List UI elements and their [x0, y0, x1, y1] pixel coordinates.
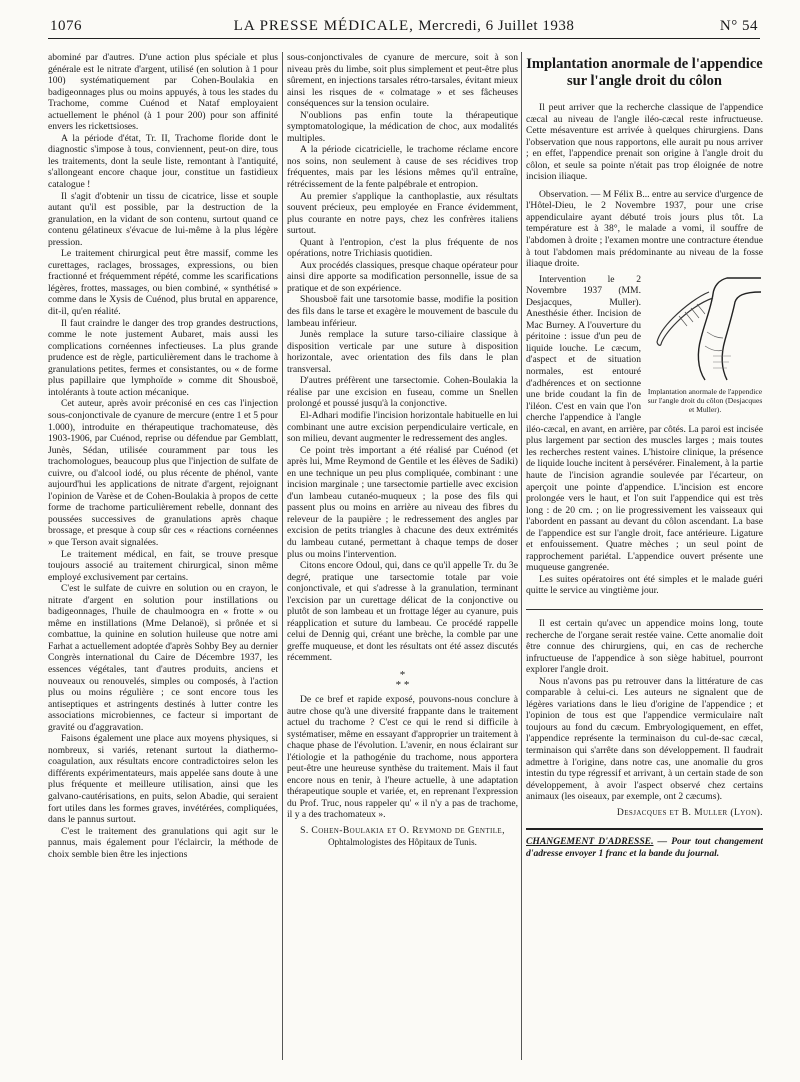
notice-text: — Pour tout changement d'adresse envoyer 1 franc et la bande du journal. — [526, 836, 763, 859]
column-2 — [287, 52, 518, 1064]
paragraph: Quant à l'entropion, c'est la plus fréquente de nos opérations, notre Trichiasis quotidien. — [287, 236, 518, 260]
figure-caption: Implantation anormale de l'appendice sur l'angle droit du côlon (Desjacques et Muller). — [647, 386, 763, 415]
paragraph: C'est le traitement des granulations qui agit sur le pannus, mais également pour l'éclaircir, la méthode de choix semble bien être les injections — [48, 825, 278, 860]
paragraph: sous-conjonctivales de cyanure de mercure, soit à son niveau près du limbe, soit plus simplement et peut-être plus sûrement, en injections tarsales rétro-tarsales, évitant mieux ainsi les risques de « colmatage » et ses fâcheuses conséquences sur la tension oculaire. — [287, 52, 518, 110]
paragraph: Junès remplace la suture tarso-ciliaire classique à disposition verticale par une suture à disposition horizontale, avec orientation des fils dans le plan transversal. — [287, 329, 518, 375]
page-number: 1076 — [50, 18, 82, 34]
column-divider-2 — [521, 52, 522, 1060]
paragraph: Les suites opératoires ont été simples et le malade guéri quitte le service au vingtième jour. — [526, 573, 763, 597]
paragraph: A la période cicatricielle, le trachome réclame encore nos soins, non seulement à cause de ses récidives trop fréquentes, mais par les lésions mêmes qu'il entraîne, rétrécissement de la fente palpébrale et entropion. — [287, 144, 518, 191]
colon-appendix-drawing — [647, 272, 763, 384]
article-signature-affiliation: Ophtalmologistes des Hôpitaux de Tunis. — [328, 836, 477, 847]
article-title-line: Implantation anormale de l'appendice — [526, 56, 763, 72]
article-signature: Desjacques et B. Muller (Lyon). — [616, 806, 763, 818]
paragraph: Nous n'avons pas pu retrouver dans la littérature de cas comparable à celui-ci. Les auteurs ne signalent que de légères variations dans le lieu d'origine de l'appendice ; et l'opinion de tous est que l'appendice vermiculaire naît toujours au fond du cæcum. Embryologiquement, en effet, l'appendice représente la terminaison du cul-de-sac cæcal, terminaison qui s'arrête dans son développement. Il faudrait admettre à l'origine, dans notre cas, une anomalie du gros intestin du type régressif et arrivant, à un certain stade de son développement, à avoir l'aspect observé chez certains animaux (les oiseaux, par exemple, ont 2 cæcums). — [526, 675, 763, 803]
paragraph: Cet auteur, après avoir préconisé en ces cas l'injection sous-conjonctivale de cyanure de mercure (entre 1 et 5 pour 1.000), introduite en thérapeutique trachomateuse, dès 1903-1906, par Cuénod, reprise ou défendue par Gemblatt, Junès, Sédan, utilisée couramment par tous les trachomologues, beaucoup plus que l'injection de sulfate de cuivre, ou d'alcool iodé, ou plus récente de phénol, vante aujourd'hui les applications de nitrate d'argent, rejoignant l'opinion de Varèse et de Cohen-Boulakia à propos de cette forme de trachome particulièrement rebelle, donnant des poussées successives de granulations après chaque brossage, et presque à coup sûr ces « réactions cornéennes » que Terson avait signalées. — [48, 398, 278, 548]
paragraph: N'oublions pas enfin toute la thérapeutique symptomatologique, la médication de choc, aux modalités multiples. — [287, 109, 518, 144]
column-divider-1 — [282, 52, 283, 1060]
paragraph: De ce bref et rapide exposé, pouvons-nous conclure à autre chose qu'à une diversité frappante dans le traitement actuel du trachome ? C'est ce qui le rend si difficile à systématiser, même en essayant d'approprier un traitement à chaque phase de l'évolution. L'avenir, en nous éclairant sur l'étiologie et la pathogénie du trachome, nous apportera peut-être une heureuse synthèse du traitement. Mais il faut encore nous en tenir, à l'heure actuelle, à une adaptation thérapeutique souple et variée, et, en reprenant l'expression du Prof. Truc, nous rappeler qu' « il n'y a pas de trachome, il y a des trachomateux ». — [287, 693, 518, 821]
paragraph: Le traitement chirurgical peut être massif, comme les curettages, raclages, brossages, expressions, ou bien fractionné et fréquemment répété, comme les scarifications légères, frottes, massages, ou bien combiné, « synthétisé » comme dans le Xysis de Cuénod, plus brutal en apparence, dit-il, qu'en réalité. — [48, 248, 278, 318]
paragraph: Ce point très important a été réalisé par Cuénod (et après lui, Mme Reymond de Gentile et les élèves de Sadiki) en une technique un peu plus compliquée, combinant : une incision marginale ; une tarsectomie partielle avec excision d'un lambeau cutanéo-muqueux ; la pose des fils qui passent plus ou moins en arrière au niveau des fibres du releveur de la paupière ; le redressement des angles par excision de petits triangles à chacune des deux extrémités du lambeau cutané, permettant à chaque temps de doser plus ou moins l'intervention. — [287, 444, 518, 560]
anatomical-figure — [647, 272, 763, 415]
issue-date: Mercredi, 6 Juillet 1938 — [418, 18, 575, 34]
article-title-line: sur l'angle droit du côlon — [567, 73, 722, 89]
paragraph: Shousboë fait une tarsotomie basse, modifie la position des fils dans le tarse et exagère le mouvement de bascule du lambeau inférieur. — [287, 294, 518, 329]
paragraph: Il s'agit d'obtenir un tissu de cicatrice, lisse et souple autant qu'il est possible, par la destruction de la granulation, en la vidant de son contenu, surtout quand ce contenu gélatineux s'évacue de lui-même à la plus légère pression. — [48, 190, 278, 248]
paragraph: Au premier s'applique la canthoplastie, aux résultats souvent précieux, peu employée en France évidemment, plus courante en notre pays, chez les confrères italiens surtout. — [287, 190, 518, 237]
journal-title-line — [48, 18, 760, 35]
intervention-paragraph: Intervention le 2 Novembre 1937 (MM. Desjacques, Muller). Anesthésie éther. Incision de Mac Burney. A l'ouverture du péritoine : issue d'un peu de liquide louche. Le cæcum, d'aspect et de situation normales, est entouré d'adhérences et on sectionne une bride coudant la fin de l'iléon. C'est en vain que l'on cherche l'appendice à l'angle iléo-cæcal, en avant, en arrière, par côtés. La paroi est incisée plus largement par section des muscles larges ; mais toutes les recherches restent vaines. L'histoire clinique, la présence de liquide louche incitent à persévérer. Finalement, à la partie haute de l'incision agrandie soulevée par l'écarteur, on aperçoit une pointe d'appendice. L'incision est encore prolongée vers le haut, et l'on suit l'appendice qui est très long : de 20 cm. ; on lie progressivement les vaisseaux qui l'abordent en passant au devant du côlon ascendant. La base de l'appendice est sur l'angle droit, face antérieure. Ligature et enfouissement. Quatre mèches ; un seul point de rapprochement pariétal. L'appendice ouvert présente une muqueuse gangrenée. — [526, 273, 763, 574]
article-signature: S. Cohen-Boulakia et O. Reymond de Gentile, — [300, 825, 505, 836]
paragraph: Il est certain qu'avec un appendice moins long, toute recherche de l'organe serait restée vaine. Cette anomalie doit être connue des chirurgiens, qui, en cas de recherche infructueuse de l'appendice à son siège habituel, pourront explorer l'angle droit. — [526, 617, 763, 676]
observation-paragraph: Observation. — M Félix B... entre au service d'urgence de l'Hôtel-Dieu, le 2 Novembre 1937, pour une crise appendiculaire ayant débuté trois jours plus tôt. La température est à 38°, le malade a vomi, il souffre de l'abdomen à droite ; l'examen montre une contracture étendue à tout l'abdomen mais prédominante au niveau de la fosse iliaque droite. — [526, 188, 763, 270]
notice-label: CHANGEMENT D'ADRESSE. — [526, 836, 654, 848]
paragraph: abominé par d'autres. D'une action plus spéciale et plus générale est le nitrate d'argent, utilisé (en solution à 1 pour 100) systématiquement par Cohen-Boulakia en badigeonnages plus ou moins appuyés, à tous les stades du Trachome, comme Cuénod et Nataf employaient actuellement le phénol (à 1 pour 200) pour son affinité envers les rickettsioses. — [48, 52, 278, 133]
paragraph: Faisons également une place aux moyens physiques, si nombreux, si variés, retenant surtout la diathermo-coagulation, aux résultats encore contradictoires selon les différents expérimentateurs, mais appelée sans doute à une plus fréquente et meilleure utilisation, ainsi que les galvano-cautérisations, en puits, selon Abadie, qui seraient fort utiles dans les formes graves, invétérées, compliquées, dans le pannus surtout. — [48, 733, 278, 826]
paragraph: Citons encore Odoul, qui, dans ce qu'il appelle Tr. du 3e degré, pratique une tarsectomie totale par voie conjonctivale, et qui s'adresse à la granulation, terminant l'excision par un curettage délicat de la conjonctive ou plutôt de son lambeau et un frottage léger au cyanure, puis réapplication et suture du lambeau. Ce procédé rappelle celui de Dennig qui, créant une brèche, la comble par une greffe muqueuse, et dont les résultats ont été assez discutés récemment. — [287, 560, 518, 664]
paragraph: Le traitement médical, en fait, se trouve presque toujours associé au traitement chirurgical, sinon même employé exclusivement par certains. — [48, 548, 278, 583]
journal-title: LA PRESSE MÉDICALE, — [233, 18, 414, 34]
paragraph: El-Adhari modifie l'incision horizontale habituelle en lui combinant une autre excision perpendiculaire verticale, en son milieu, devant augmenter le redressement des angles. — [287, 409, 518, 445]
page-header — [48, 16, 760, 39]
divider — [526, 609, 763, 610]
paragraph: D'autres préfèrent une tarsectomie. Cohen-Boulakia la réalise par une excision en fuseau, comme un Snellen prolongé et poussé jusqu'à la conjonctive. — [287, 375, 518, 410]
paragraph: C'est le sulfate de cuivre en solution ou en crayon, le nitrate d'argent en solution pour instillations ou badigeonnages, l'huile de chaulmoogra en « frotte » ou même en instillations (Mme Delanoë), si prônée et si combattue, la quinine en solution huileuse que notre ami Farhat a actuellement adoptée d'après Sohby Bey au dernier Congrès international du Caire de Décembre 1937, les essences végétales, tant d'autres produits, anciens et nouveaux ou renouvelés, simples ou composés, à l'action plus ou moins régulière ; ce sont encore tous les antiseptiques et astringents destinés à lutter contre les associations microbiennes, ce facteur si important de gravité ou d'aggravation. — [48, 583, 278, 733]
column-3 — [526, 52, 763, 1064]
article-title — [526, 56, 763, 90]
column-1 — [48, 52, 278, 1064]
address-change-notice — [526, 828, 763, 859]
section-break-stars: * * * — [395, 668, 410, 691]
paragraph: Il faut craindre le danger des trop grandes destructions, comme le note justement Aubaret, mais aussi les complications cornéennes infectieuses. La plus grande prudence est de règle, particulièrement dans le trachome à granulations petites, fermes et consistantes, ou « de forme plus papillaire que lymphoïde » comme dit Shousboë, intolérants à toute action mécanique. — [48, 317, 278, 398]
paragraph: Il peut arriver que la recherche classique de l'appendice cæcal au niveau de l'angle iléo-cæcal reste infructueuse. Cette mésaventure est arrivée à quelques chirurgiens. Dans l'observation que nous rapportons, elle aurait pu nous arriver ; en effet, l'appendice prenait son origine à l'angle droit du côlon, et seule sa pointe n'était pas trop éloignée de notre incision iliaque. — [526, 102, 763, 183]
paragraph: A la période d'état, Tr. II, Trachome floride dont le diagnostic s'impose à tous, conviennent, peut-on dire, tous les traitements, dont la seule liste, remontant à l'antiquité, s'allongeant encore chaque jour, constitue un fastidieux catalogue ! — [48, 132, 278, 191]
issue-number: N° 54 — [719, 18, 758, 34]
paragraph: Aux procédés classiques, presque chaque opérateur pour ainsi dire apporte sa modification personnelle, issue de sa pratique et de son expérience. — [287, 259, 518, 294]
